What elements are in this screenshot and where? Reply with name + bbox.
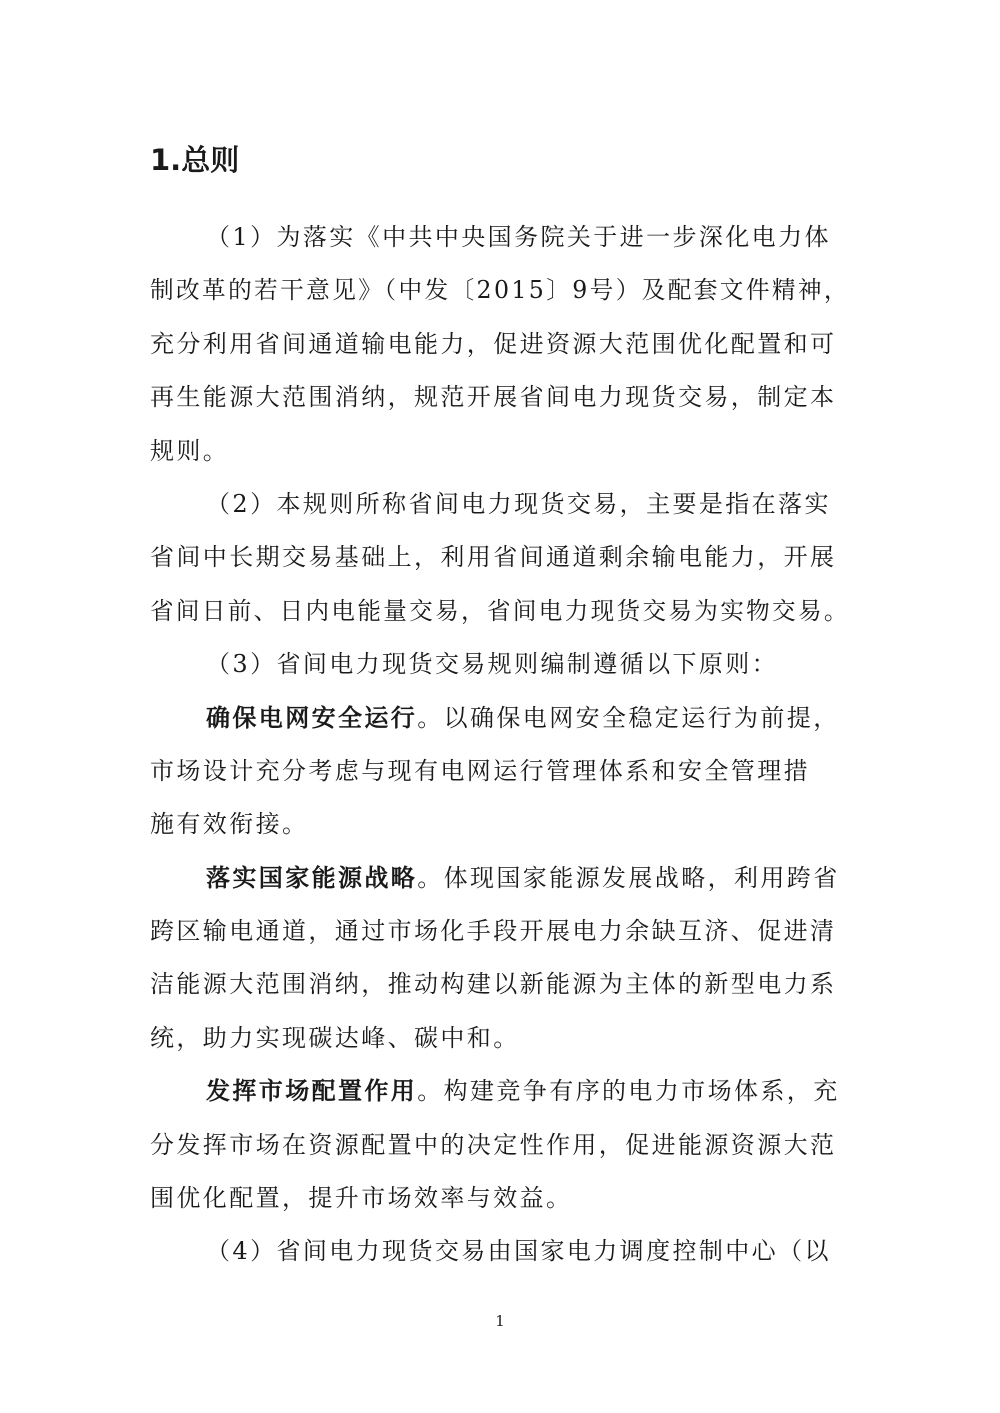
paragraph-line: 施有效衔接。 <box>150 810 309 839</box>
paragraph-line: 省间中长期交易基础上，利用省间通道剩余输电能力，开展 <box>150 543 837 572</box>
principle-line: 确保电网安全运行。以确保电网安全稳定运行为前提， <box>206 703 840 732</box>
paragraph-line: 围优化配置，提升市场效率与效益。 <box>150 1184 573 1213</box>
page-number: 1 <box>495 1312 505 1330</box>
body-text <box>150 211 850 1279</box>
paragraph-line: 统，助力实现碳达峰、碳中和。 <box>150 1023 520 1052</box>
paragraph-line: （2）本规则所称省间电力现货交易，主要是指在落实 <box>206 489 831 518</box>
paragraph-line: 省间日前、日内电能量交易，省间电力现货交易为实物交易。 <box>150 596 850 625</box>
paragraph-line: 跨区输电通道，通过市场化手段开展电力余缺互济、促进清 <box>150 917 837 946</box>
section-heading: 1.总则 <box>150 143 240 177</box>
paragraph-line: 充分利用省间通道输电能力，促进资源大范围优化配置和可 <box>150 329 837 358</box>
principle-line: 发挥市场配置作用。构建竞争有序的电力市场体系，充 <box>206 1077 840 1106</box>
paragraph-line: （1）为落实《中共中央国务院关于进一步深化电力体 <box>206 223 831 251</box>
paragraph-line: （4）省间电力现货交易由国家电力调度控制中心（以 <box>206 1237 831 1266</box>
paragraph-line: 制改革的若干意见》（中发〔2015〕9号）及配套文件精神， <box>150 276 850 305</box>
paragraph-line: （3）省间电力现货交易规则编制遵循以下原则： <box>206 650 779 679</box>
paragraph-line: 分发挥市场在资源配置中的决定性作用，促进能源资源大范 <box>150 1130 837 1159</box>
paragraph-line: 洁能源大范围消纳，推动构建以新能源为主体的新型电力系 <box>150 970 837 999</box>
principle-line: 落实国家能源战略。体现国家能源发展战略，利用跨省 <box>206 863 840 892</box>
principle-title: 发挥市场配置作用 <box>206 1077 418 1106</box>
principle-title: 确保电网安全运行 <box>206 703 418 732</box>
principle-title: 落实国家能源战略 <box>206 863 418 892</box>
paragraph-line: 市场设计充分考虑与现有电网运行管理体系和安全管理措 <box>150 756 810 785</box>
paragraph-line: 再生能源大范围消纳，规范开展省间电力现货交易，制定本 <box>150 383 837 412</box>
paragraph-line: 规则。 <box>150 436 230 465</box>
